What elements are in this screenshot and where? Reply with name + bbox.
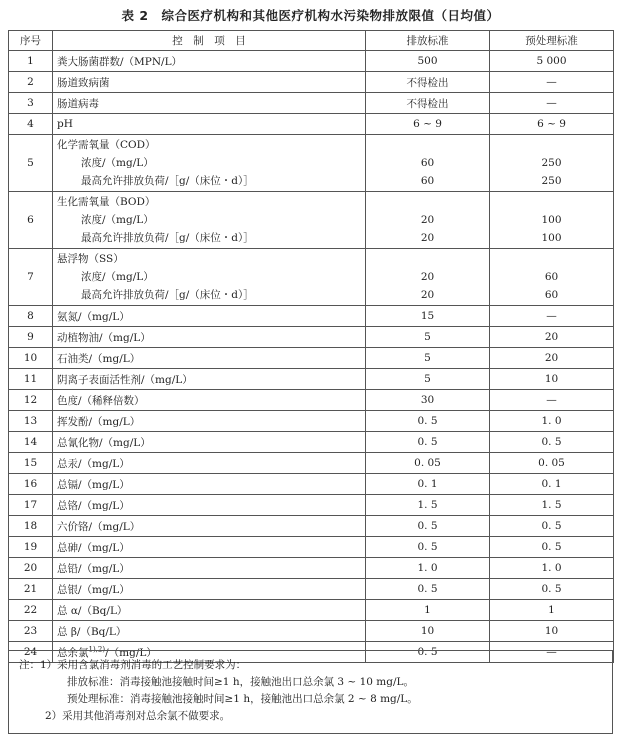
row-item: 氨氮/（mg/L） xyxy=(53,306,366,327)
row-std: 5 xyxy=(366,348,490,369)
table-notes xyxy=(8,650,613,734)
row-no: 17 xyxy=(9,495,53,516)
row-std: 不得检出 xyxy=(366,93,490,114)
table-row xyxy=(9,390,614,411)
note-line-3: 预处理标准：消毒接触池接触时间≥1 h，接触池出口总余氯 2 ~ 8 mg/L。 xyxy=(67,693,418,705)
row-item: 挥发酚/（mg/L） xyxy=(53,411,366,432)
row-no: 2 xyxy=(9,72,53,93)
table-row xyxy=(9,348,614,369)
row-pre: 20 xyxy=(490,327,614,348)
row-pre: 6 ~ 9 xyxy=(490,114,614,135)
table-row xyxy=(9,327,614,348)
row-std: 20 xyxy=(420,289,435,301)
row-std: 5 xyxy=(366,327,490,348)
row-item: 悬浮物（SS） xyxy=(57,253,124,265)
row-std: 1. 0 xyxy=(366,558,490,579)
row-pre: 0. 05 xyxy=(490,453,614,474)
note-line-2: 排放标准：消毒接触池接触时间≥1 h，接触池出口总余氯 3 ~ 10 mg/L。 xyxy=(67,676,414,688)
row-subitem-concentration: 浓度/（mg/L） xyxy=(81,214,154,226)
row-subitem-concentration: 浓度/（mg/L） xyxy=(81,157,154,169)
table-row xyxy=(9,453,614,474)
row-pre: 60 xyxy=(544,289,559,301)
row-std: 60 xyxy=(420,157,435,169)
row-no: 6 xyxy=(9,192,53,249)
row-std: 500 xyxy=(366,51,490,72)
row-no: 21 xyxy=(9,579,53,600)
row-subitem-concentration: 浓度/（mg/L） xyxy=(81,271,154,283)
row-std: 0. 5 xyxy=(366,537,490,558)
row-pre: 5 000 xyxy=(490,51,614,72)
row-item: 总铅/（mg/L） xyxy=(53,558,366,579)
row-pre: 0. 5 xyxy=(490,579,614,600)
note-line-4: 2）采用其他消毒剂对总余氯不做要求。 xyxy=(45,710,231,722)
table-row xyxy=(9,249,614,306)
header-emission-standard: 排放标准 xyxy=(366,31,490,51)
row-pre: 0. 5 xyxy=(490,432,614,453)
row-item: 总银/（mg/L） xyxy=(53,579,366,600)
table-row xyxy=(9,579,614,600)
row-item: 总镉/（mg/L） xyxy=(53,474,366,495)
row-pre: 100 xyxy=(541,232,562,244)
row-item: 肠道致病菌 xyxy=(53,72,366,93)
row-std: 0. 5 xyxy=(366,432,490,453)
table-title: 表 2 综合医疗机构和其他医疗机构水污染物排放限值（日均值） xyxy=(121,8,500,23)
row-std: 0. 1 xyxy=(366,474,490,495)
row-std: 0. 5 xyxy=(366,411,490,432)
table-row xyxy=(9,558,614,579)
footnote-ref: 1),2) xyxy=(88,645,106,653)
row-no: 10 xyxy=(9,348,53,369)
pollutant-limits-table xyxy=(8,30,614,663)
row-item: 总 α/（Bq/L） xyxy=(53,600,366,621)
row-no: 12 xyxy=(9,390,53,411)
row-std: 5 xyxy=(366,369,490,390)
row-item: 总砷/（mg/L） xyxy=(53,537,366,558)
row-no: 5 xyxy=(9,135,53,192)
row-pre: 60 xyxy=(544,271,559,283)
header-pretreatment-standard: 预处理标准 xyxy=(490,31,614,51)
row-item: 生化需氧量（BOD） xyxy=(57,196,156,208)
row-pre-group xyxy=(490,249,614,306)
table-row xyxy=(9,51,614,72)
row-no: 18 xyxy=(9,516,53,537)
table-row xyxy=(9,432,614,453)
row-pre: — xyxy=(490,72,614,93)
row-no: 14 xyxy=(9,432,53,453)
row-no: 20 xyxy=(9,558,53,579)
row-std: 0. 5 xyxy=(366,579,490,600)
row-pre: — xyxy=(490,390,614,411)
row-std: 不得检出 xyxy=(366,72,490,93)
row-item: 化学需氧量（COD） xyxy=(57,139,156,151)
row-no: 1 xyxy=(9,51,53,72)
table-row xyxy=(9,114,614,135)
row-item: 总 β/（Bq/L） xyxy=(53,621,366,642)
row-pre: — xyxy=(490,93,614,114)
table-row xyxy=(9,93,614,114)
row-pre: 1. 0 xyxy=(490,558,614,579)
row-pre: 100 xyxy=(541,214,562,226)
row-no: 24 xyxy=(9,642,53,663)
row-std: 20 xyxy=(420,271,435,283)
row-no: 15 xyxy=(9,453,53,474)
row-no: 16 xyxy=(9,474,53,495)
header-item: 控 制 项 目 xyxy=(53,31,366,51)
row-no: 11 xyxy=(9,369,53,390)
row-no: 7 xyxy=(9,249,53,306)
table-row xyxy=(9,411,614,432)
row-std: 0. 5 xyxy=(366,516,490,537)
row-std: 15 xyxy=(366,306,490,327)
row-no: 19 xyxy=(9,537,53,558)
row-std: 60 xyxy=(420,175,435,187)
table-row xyxy=(9,621,614,642)
row-subitem-load: 最高允许排放负荷/［g/（床位・d）］ xyxy=(81,175,254,187)
table-row xyxy=(9,600,614,621)
row-no: 13 xyxy=(9,411,53,432)
row-item-group xyxy=(53,249,366,306)
row-item: 粪大肠菌群数/（MPN/L） xyxy=(53,51,366,72)
table-row xyxy=(9,369,614,390)
row-std: 1 xyxy=(366,600,490,621)
row-std-group xyxy=(366,192,490,249)
table-row xyxy=(9,192,614,249)
row-std: 6 ~ 9 xyxy=(366,114,490,135)
row-item-group xyxy=(53,135,366,192)
row-item: 总余氯 xyxy=(57,646,89,659)
row-pre: 10 xyxy=(490,621,614,642)
row-no: 22 xyxy=(9,600,53,621)
row-subitem-load: 最高允许排放负荷/［g/（床位・d）］ xyxy=(81,232,254,244)
table-row xyxy=(9,135,614,192)
row-item: 六价铬/（mg/L） xyxy=(53,516,366,537)
row-pre: 0. 5 xyxy=(490,516,614,537)
row-pre: 1. 0 xyxy=(490,411,614,432)
row-pre: 0. 5 xyxy=(490,537,614,558)
row-pre: 250 xyxy=(541,175,562,187)
row-item: 阴离子表面活性剂/（mg/L） xyxy=(53,369,366,390)
row-pre-group xyxy=(490,192,614,249)
note-line-1: 注：1）采用含氯消毒剂消毒的工艺控制要求为： xyxy=(19,659,247,671)
table-row xyxy=(9,306,614,327)
row-item: 总氰化物/（mg/L） xyxy=(53,432,366,453)
row-no: 23 xyxy=(9,621,53,642)
table-header-row xyxy=(9,31,614,51)
row-item: 肠道病毒 xyxy=(53,93,366,114)
row-std: 0. 05 xyxy=(366,453,490,474)
header-no: 序号 xyxy=(9,31,53,51)
table-row xyxy=(9,474,614,495)
row-pre-group xyxy=(490,135,614,192)
row-pre: 1 xyxy=(490,600,614,621)
row-pre: 1. 5 xyxy=(490,495,614,516)
table-row xyxy=(9,537,614,558)
row-item-unit: /（mg/L） xyxy=(105,646,157,659)
row-std-group xyxy=(366,249,490,306)
row-std: 20 xyxy=(420,214,435,226)
row-item: 总汞/（mg/L） xyxy=(53,453,366,474)
row-item: pH xyxy=(53,114,366,135)
table-row xyxy=(9,516,614,537)
row-pre: — xyxy=(490,642,614,663)
row-item-group xyxy=(53,192,366,249)
row-pre: 250 xyxy=(541,157,562,169)
row-no: 3 xyxy=(9,93,53,114)
row-std: 10 xyxy=(366,621,490,642)
table-row xyxy=(9,72,614,93)
row-pre: 20 xyxy=(490,348,614,369)
row-item: 总铬/（mg/L） xyxy=(53,495,366,516)
row-pre: — xyxy=(490,306,614,327)
row-std: 30 xyxy=(366,390,490,411)
row-item: 动植物油/（mg/L） xyxy=(53,327,366,348)
row-subitem-load: 最高允许排放负荷/［g/（床位・d）］ xyxy=(81,289,254,301)
table-row xyxy=(9,495,614,516)
row-no: 4 xyxy=(9,114,53,135)
row-pre: 10 xyxy=(490,369,614,390)
row-item: 色度/（稀释倍数） xyxy=(53,390,366,411)
row-no: 9 xyxy=(9,327,53,348)
row-std: 0. 5 xyxy=(366,642,490,663)
row-std: 20 xyxy=(420,232,435,244)
row-std-group xyxy=(366,135,490,192)
row-no: 8 xyxy=(9,306,53,327)
row-item: 石油类/（mg/L） xyxy=(53,348,366,369)
row-std: 1. 5 xyxy=(366,495,490,516)
row-pre: 0. 1 xyxy=(490,474,614,495)
